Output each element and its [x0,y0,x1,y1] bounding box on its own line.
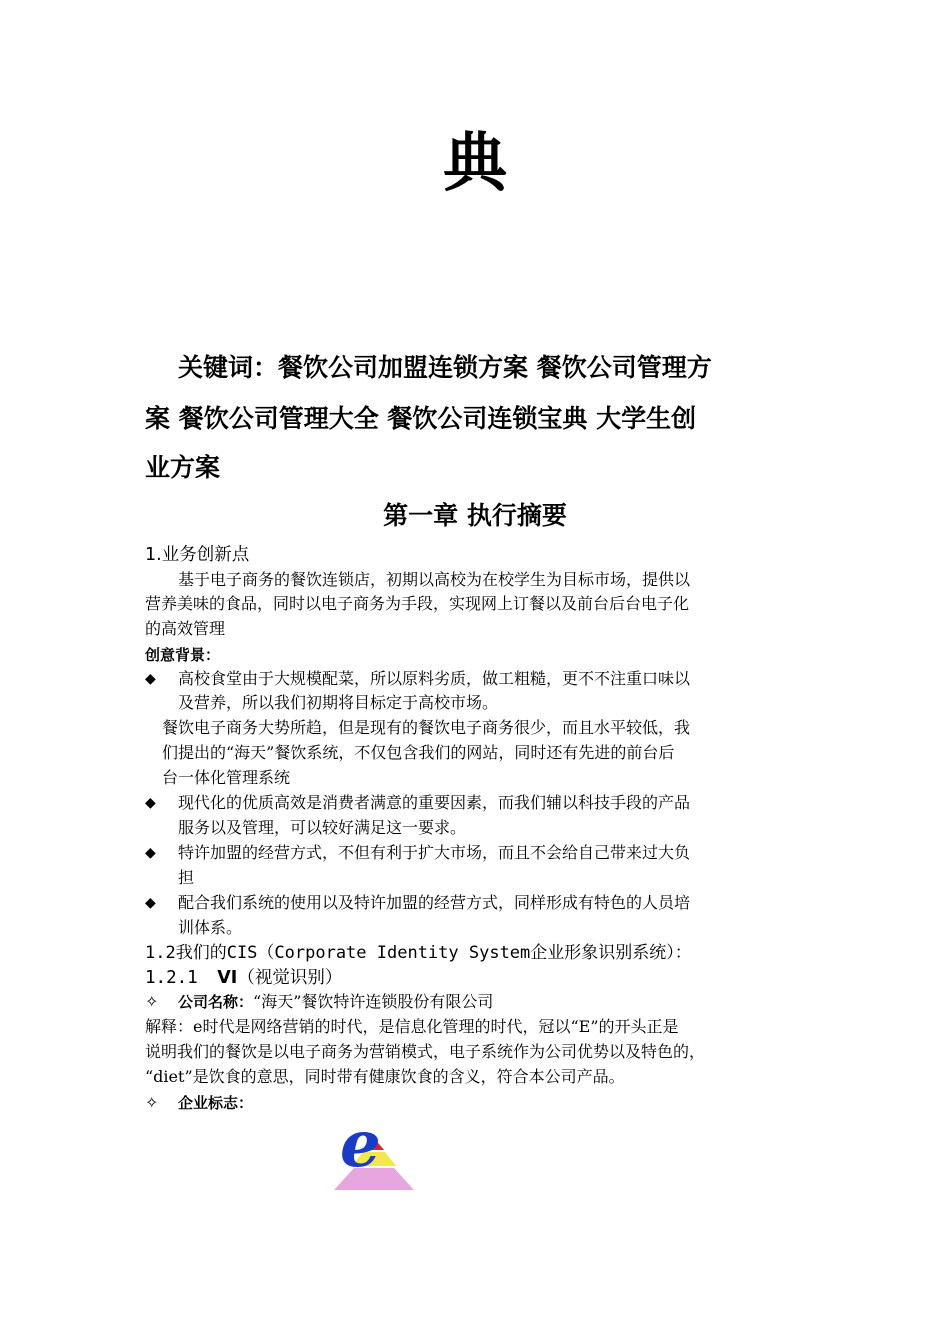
keywords-line-2: 案 餐饮公司管理大全 餐饮公司连锁宝典 大学生创 [145,404,697,433]
innovation-para-line-3: 的高效管理 [145,619,226,638]
section-heading-innovation: 1.业务创新点 [145,545,250,565]
subsection-vi-text: （视觉识别） [237,968,343,988]
section-heading-cis: 1.2我们的CIS（Corporate Identity System企业形象识别系统）： [145,943,692,963]
explain-line-1: 解释：e时代是网络营销的时代，是信息化管理的时代，冠以“E”的开头正是 [145,1017,679,1036]
bullet-4-line-1: 配合我们系统的使用以及特许加盟的经营方式，同样形成有特色的人员培 [178,893,691,912]
subsection-number: 1.2.1 [145,968,198,988]
title-character: 典 [443,126,507,201]
explain-line-3: “diet”是饮食的意思，同时带有健康饮食的含义，符合本公司产品。 [145,1067,625,1086]
explain-line-2: 说明我们的餐饮是以电子商务为营销模式，电子系统作为公司优势以及特色的， [145,1042,706,1061]
bullet-diamond-icon: ◆ [145,845,156,861]
company-name-value: “海天”餐饮特许连锁股份有限公司 [253,992,494,1011]
plain-para-line-3: 台一体化管理系统 [162,768,291,787]
bullet-2-line-1: 现代化的优质高效是消费者满意的重要因素，而我们辅以科技手段的产品 [178,793,691,812]
innovation-para-line-2: 营养美味的食品，同时以电子商务为手段，实现网上订餐以及前台后台电子化 [145,594,690,613]
bullet-2-line-2: 服务以及管理，可以较好满足这一要求。 [178,818,467,837]
bullet-diamond-icon: ◆ [145,671,156,687]
chapter-title: 第一章 执行摘要 [383,501,567,530]
subsection-heading-vi [145,966,342,990]
four-point-star-icon: ✧ [145,1093,159,1112]
bullet-4-line-2: 训体系。 [178,918,243,937]
bullet-diamond-icon: ◆ [145,795,156,811]
logo-label: 企业标志： [178,1094,254,1112]
plain-para-line-1: 餐饮电子商务大势所趋，但是现有的餐饮电子商务很少，而且水平较低，我 [162,718,691,737]
bullet-1-line-1: 高校食堂由于大规模配菜，所以原料劣质，做工粗糙，更不不注重口味以 [178,669,691,688]
four-point-star-icon: ✧ [145,992,159,1011]
bullet-1-line-2: 及营养，所以我们初期将目标定于高校市场。 [178,693,499,712]
keywords-line-1: 关键词：餐饮公司加盟连锁方案 餐饮公司管理方 [178,353,712,382]
creative-background-label: 创意背景： [145,646,221,664]
innovation-para-line-1: 基于电子商务的餐饮连锁店，初期以高校为在校学生为目标市场，提供以 [178,570,691,589]
company-logo [330,1112,418,1192]
keywords-line-3: 业方案 [145,453,221,482]
logo-letter-e: e [340,1112,381,1182]
bullet-diamond-icon: ◆ [145,895,156,911]
subsection-vi: VI [217,968,238,988]
bullet-3-line-1: 特许加盟的经营方式，不但有利于扩大市场，而且不会给自己带来过大负 [178,843,691,862]
company-name-label: 公司名称： [178,993,254,1011]
plain-para-line-2: 们提出的“海天”餐饮系统，不仅包含我们的网站，同时还有先进的前台后 [162,743,675,762]
bullet-3-line-2: 担 [178,868,195,887]
